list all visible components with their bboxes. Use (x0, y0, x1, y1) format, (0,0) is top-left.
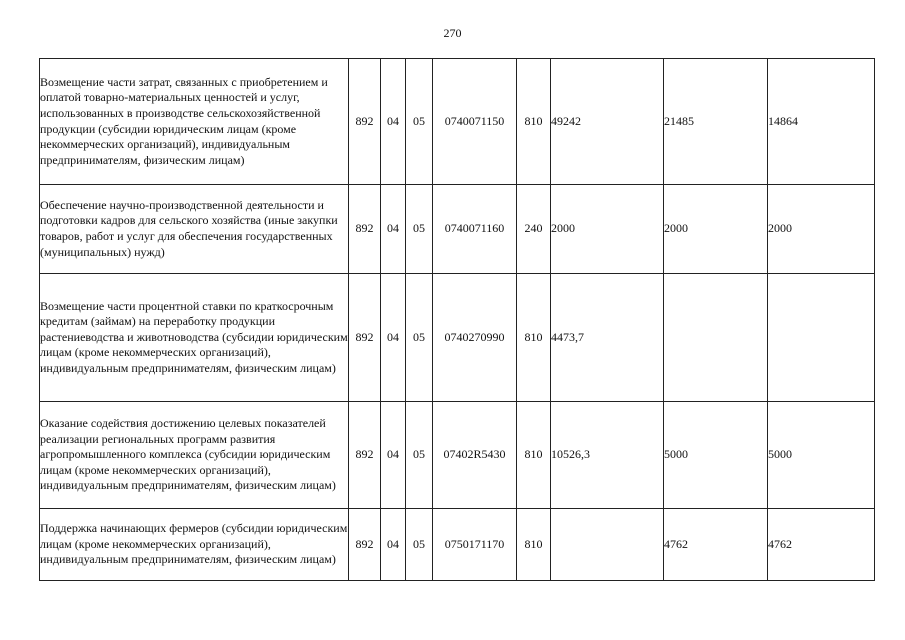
target-article-code: 0740071150 (433, 59, 517, 185)
table-row (40, 509, 875, 581)
table-row (40, 59, 875, 185)
ministry-code: 892 (349, 402, 381, 509)
amount-year-2: 4762 (664, 509, 768, 581)
amount-year-3: 2000 (768, 185, 875, 274)
row-description: Поддержка начинающих фермеров (субсидии юридическим лицам (кроме некоммерческих организаций), индивидуальным предпринимателям, физическим лицам) (40, 509, 349, 581)
amount-year-3 (768, 274, 875, 402)
row-description: Возмещение части процентной ставки по краткосрочным кредитам (займам) на переработку продукции растениеводства и животноводства (субсидии юридическим лицам (кроме некоммерческих организаций), индивидуальным предпринимателям, физическим лицам) (40, 274, 349, 402)
expense-type-code: 810 (517, 402, 551, 509)
ministry-code: 892 (349, 59, 381, 185)
page-number: 270 (443, 26, 462, 40)
ministry-code: 892 (349, 509, 381, 581)
amount-year-1 (551, 509, 664, 581)
ministry-code: 892 (349, 185, 381, 274)
amount-year-2: 5000 (664, 402, 768, 509)
expense-type-code: 240 (517, 185, 551, 274)
amount-year-2 (664, 274, 768, 402)
table-row (40, 274, 875, 402)
subsection-code: 05 (406, 402, 433, 509)
subsection-code: 05 (406, 509, 433, 581)
target-article-code: 0750171170 (433, 509, 517, 581)
table-row (40, 402, 875, 509)
row-description: Оказание содействия достижению целевых показателей реализации региональных программ развития агропромышленного комплекса (субсидии юридическим лицам (кроме некоммерческих организаций), индивидуальным предпринимателям, физическим лицам) (40, 402, 349, 509)
amount-year-1: 2000 (551, 185, 664, 274)
expense-type-code: 810 (517, 509, 551, 581)
amount-year-1: 10526,3 (551, 402, 664, 509)
target-article-code: 0740071160 (433, 185, 517, 274)
ministry-code: 892 (349, 274, 381, 402)
table-row (40, 185, 875, 274)
budget-table (39, 58, 875, 581)
expense-type-code: 810 (517, 274, 551, 402)
amount-year-3: 4762 (768, 509, 875, 581)
row-description: Обеспечение научно-производственной деятельности и подготовки кадров для сельского хозяйства (иные закупки товаров, работ и услуг для обеспечения государственных (муниципальных) нужд) (40, 185, 349, 274)
section-code: 04 (381, 185, 406, 274)
target-article-code: 07402R5430 (433, 402, 517, 509)
amount-year-1: 4473,7 (551, 274, 664, 402)
section-code: 04 (381, 509, 406, 581)
section-code: 04 (381, 59, 406, 185)
amount-year-1: 49242 (551, 59, 664, 185)
section-code: 04 (381, 274, 406, 402)
subsection-code: 05 (406, 59, 433, 185)
subsection-code: 05 (406, 185, 433, 274)
row-description: Возмещение части затрат, связанных с приобретением и оплатой товарно-материальных ценностей и услуг, использованных в производстве сельскохозяйственной продукции (субсидии юридическим лицам (кроме некоммерческих организаций), индивидуальным предпринимателям, физическим лицам) (40, 59, 349, 185)
amount-year-2: 21485 (664, 59, 768, 185)
target-article-code: 0740270990 (433, 274, 517, 402)
amount-year-2: 2000 (664, 185, 768, 274)
section-code: 04 (381, 402, 406, 509)
expense-type-code: 810 (517, 59, 551, 185)
amount-year-3: 14864 (768, 59, 875, 185)
amount-year-3: 5000 (768, 402, 875, 509)
subsection-code: 05 (406, 274, 433, 402)
